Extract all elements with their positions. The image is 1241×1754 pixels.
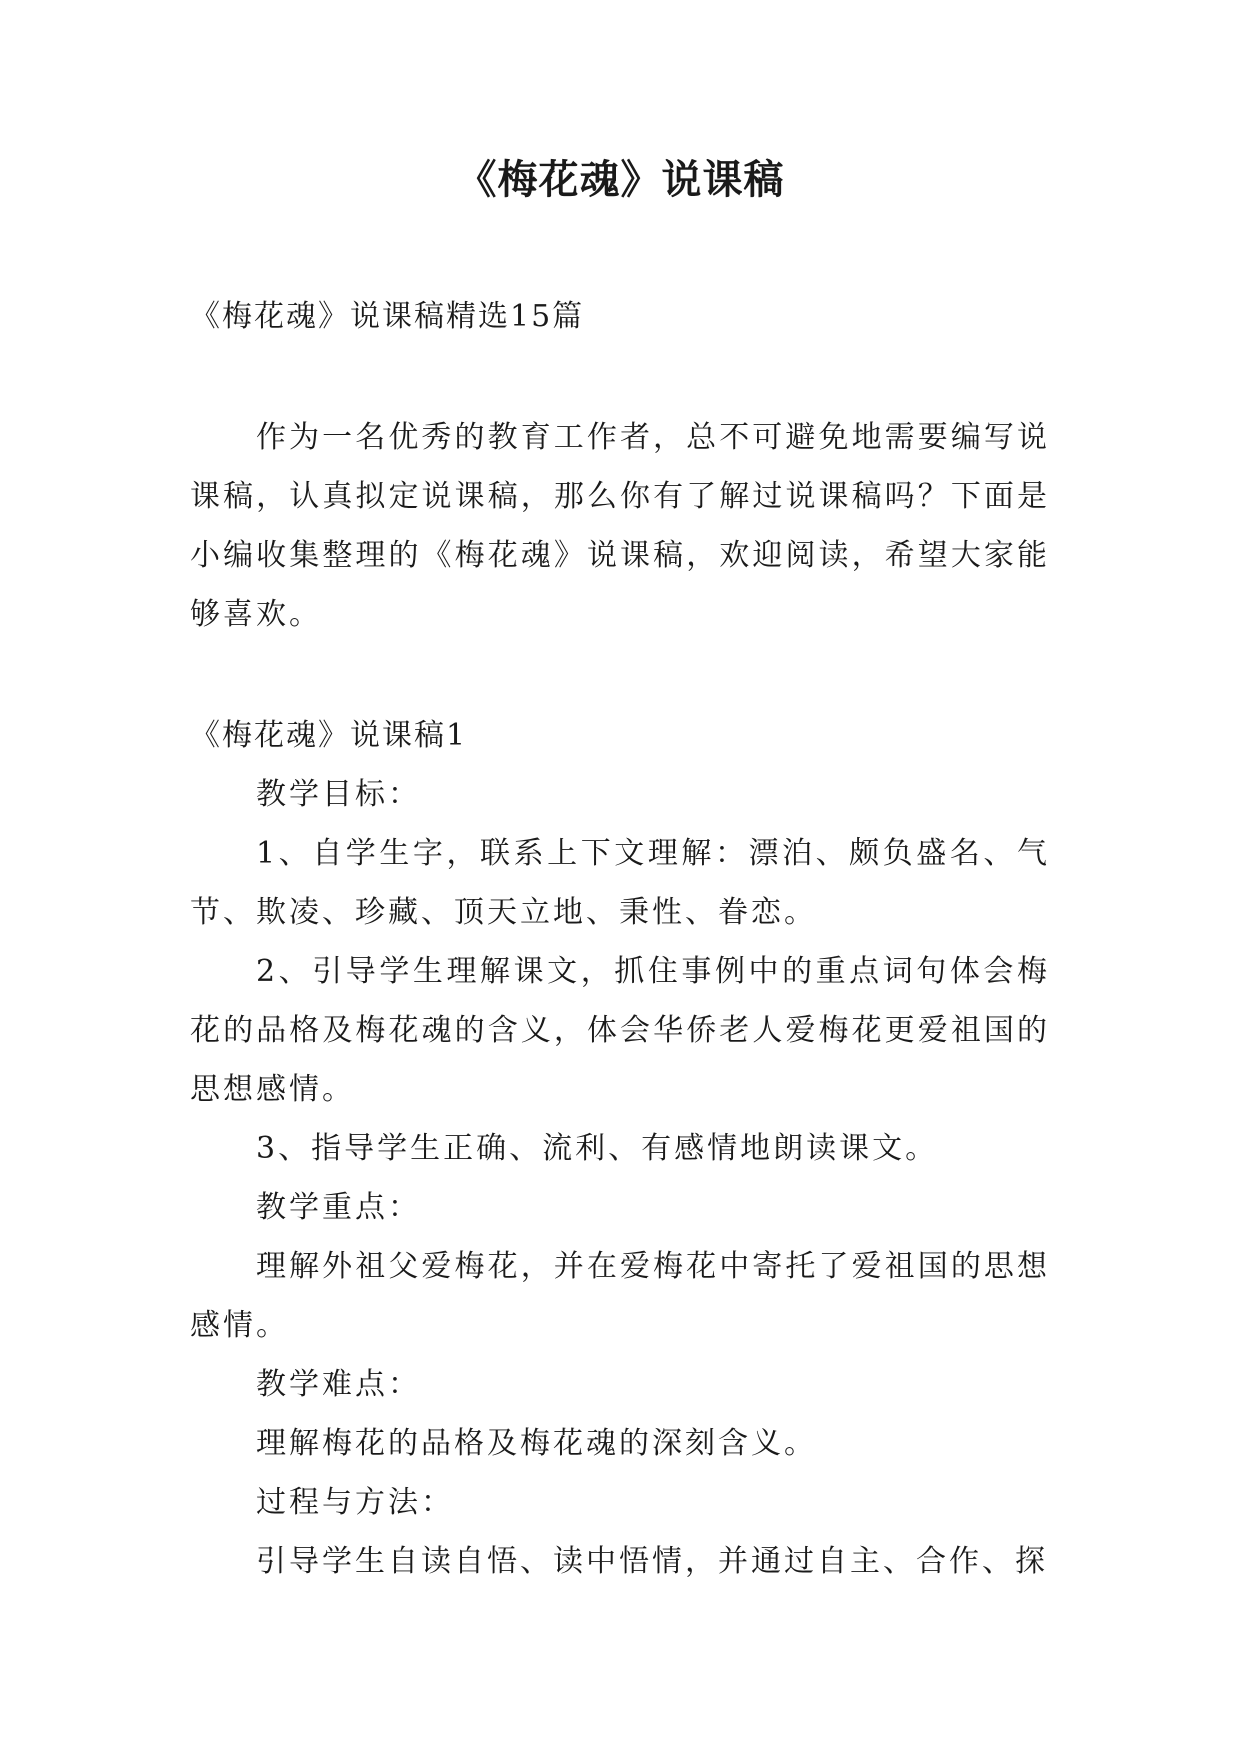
paragraph-difficulty: 理解梅花的品格及梅花魂的深刻含义。 [256,1426,817,1461]
document-title: 《梅花魂》说课稿 [456,156,785,203]
paragraph-method: 引导学生自读自悟、读中悟情，并通过自主、合作、探 [256,1544,1048,1579]
paragraph-goal-2: 2、引导学生理解课文，抓住事例中的重点词句体会梅花的品格及梅花魂的含义，体会华侨老人爱梅花更爱祖国的思想感情。 [190,954,1050,1107]
paragraph-method-label: 过程与方法： [256,1485,454,1520]
paragraph-key-points: 理解外祖父爱梅花，并在爱梅花中寄托了爱祖国的思想感情。 [190,1249,1050,1343]
intro-paragraph: 作为一名优秀的教育工作者，总不可避免地需要编写说课稿，认真拟定说课稿，那么你有了解过说课稿吗？下面是小编收集整理的《梅花魂》说课稿，欢迎阅读，希望大家能够喜欢。 [190,420,1050,632]
paragraph-goal-1: 1、自学生字，联系上下文理解：漂泊、颇负盛名、气节、欺凌、珍藏、顶天立地、秉性、眷恋。 [190,836,1050,930]
document-body [190,287,1050,1591]
paragraph-goal-3: 3、指导学生正确、流利、有感情地朗读课文。 [256,1131,939,1166]
document-subtitle: 《梅花魂》说课稿精选15篇 [190,299,585,334]
paragraph-teaching-goals-label: 教学目标： [256,777,421,812]
section-heading: 《梅花魂》说课稿1 [190,718,468,753]
paragraph-difficulty-label: 教学难点： [256,1367,421,1402]
paragraph-key-points-label: 教学重点： [256,1190,421,1225]
